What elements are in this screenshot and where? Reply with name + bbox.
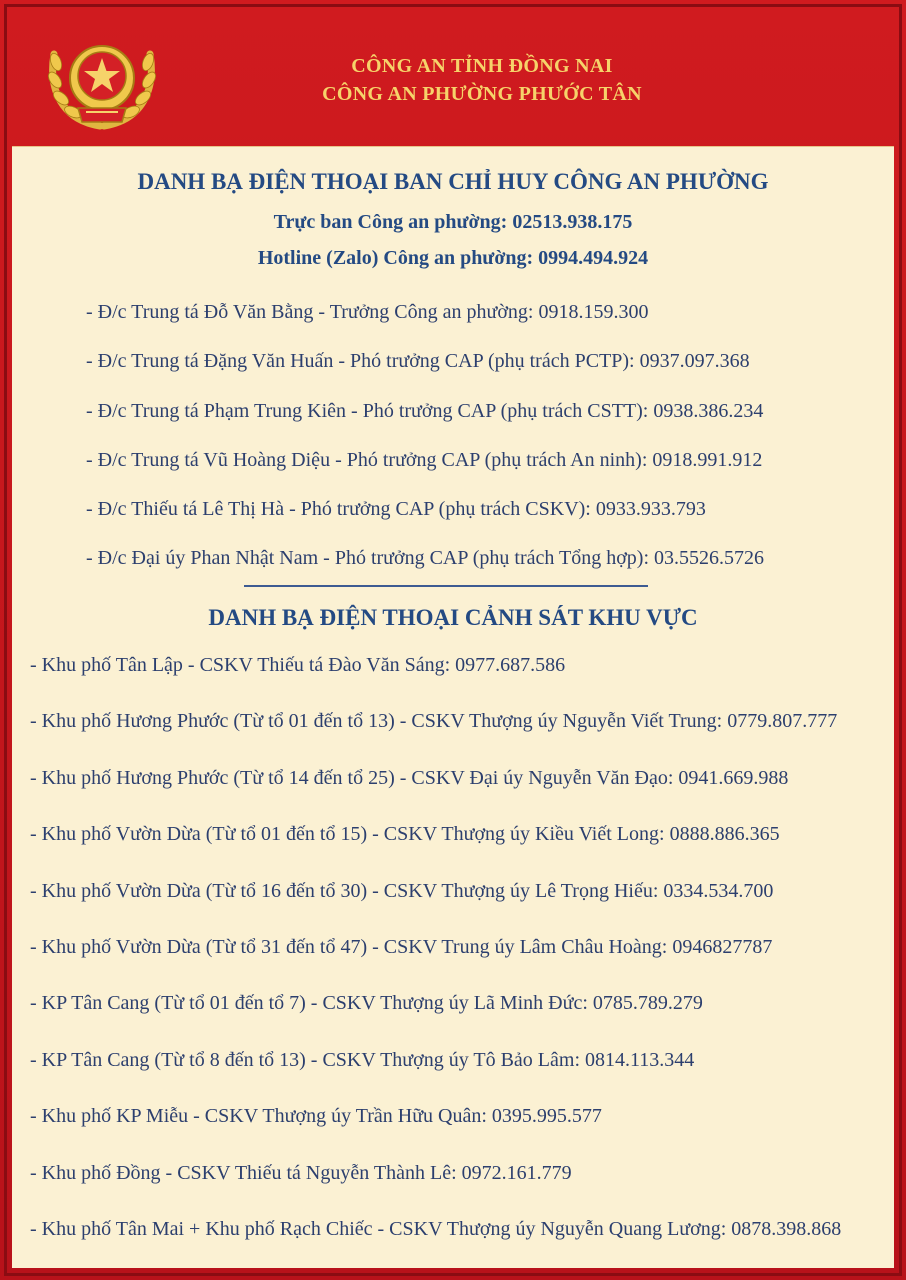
cskv-contact-item: - KP Tân Cang (Từ tổ 01 đến tổ 7) - CSKV Thượng úy Lã Minh Đức: 0785.789.279 xyxy=(30,992,703,1015)
cskv-contact-list xyxy=(30,654,841,1274)
cskv-contact-item: - KP Tân Cang (Từ tổ 8 đến tổ 13) - CSKV Thượng úy Tô Bảo Lâm: 0814.113.344 xyxy=(30,1048,695,1071)
command-contact-item: - Đ/c Thiếu tá Lê Thị Hà - Phó trưởng CAP (phụ trách CSKV): 0933.933.793 xyxy=(86,498,706,521)
cskv-contact-item: - Khu phố Tân Lập - CSKV Thiếu tá Đào Văn Sáng: 0977.687.586 xyxy=(30,654,566,676)
directory-panel xyxy=(12,146,894,1268)
police-emblem-icon xyxy=(42,28,162,132)
cskv-contact-item: - Khu phố Vườn Dừa (Từ tổ 01 đến tổ 15) - CSKV Thượng úy Kiều Viết Long: 0888.886.365 xyxy=(30,823,780,846)
cskv-contact-item: - Khu phố KP Miễu - CSKV Thượng úy Trần Hữu Quân: 0395.995.577 xyxy=(30,1105,602,1128)
command-contact-item: - Đ/c Trung tá Phạm Trung Kiên - Phó trưởng CAP (phụ trách CSTT): 0938.386.234 xyxy=(86,399,764,422)
command-contact-item: - Đ/c Trung tá Đặng Văn Huấn - Phó trưởng CAP (phụ trách PCTP): 0937.097.368 xyxy=(86,350,750,373)
command-contact-item: - Đ/c Đại úy Phan Nhật Nam - Phó trưởng CAP (phụ trách Tổng hợp): 03.5526.5726 xyxy=(86,547,765,570)
command-contact-item: - Đ/c Trung tá Đỗ Văn Bằng - Trưởng Công an phường: 0918.159.300 xyxy=(86,301,649,323)
header-line-province: CÔNG AN TỈNH ĐỒNG NAI xyxy=(351,55,613,77)
duty-phone-line: Trực ban Công an phường: 02513.938.175 xyxy=(273,211,633,233)
command-directory-title: DANH BẠ ĐIỆN THOẠI BAN CHỈ HUY CÔNG AN PHƯỜNG xyxy=(137,169,769,194)
command-contact-item: - Đ/c Trung tá Vũ Hoàng Diệu - Phó trưởng CAP (phụ trách An ninh): 0918.991.912 xyxy=(86,448,763,471)
cskv-contact-item: - Khu phố Đồng - CSKV Thiếu tá Nguyễn Thành Lê: 0972.161.779 xyxy=(30,1161,572,1184)
cskv-contact-item: - Khu phố Hương Phước (Từ tổ 14 đến tổ 25) - CSKV Đại úy Nguyễn Văn Đạo: 0941.669.988 xyxy=(30,766,789,789)
command-contact-list xyxy=(86,301,764,597)
cskv-contact-item: - Khu phố Vườn Dừa (Từ tổ 31 đến tổ 47) - CSKV Trung úy Lâm Châu Hoàng: 0946827787 xyxy=(30,935,773,958)
header-banner xyxy=(12,12,894,144)
cskv-contact-item: - Khu phố Vườn Dừa (Từ tổ 16 đến tổ 30) - CSKV Thượng úy Lê Trọng Hiếu: 0334.534.700 xyxy=(30,879,774,902)
cskv-directory-title: DANH BẠ ĐIỆN THOẠI CẢNH SÁT KHU VỰC xyxy=(208,605,698,630)
hotline-line: Hotline (Zalo) Công an phường: 0994.494.924 xyxy=(257,247,649,269)
cskv-contact-item: - Khu phố Hương Phước (Từ tổ 01 đến tổ 13) - CSKV Thượng úy Nguyễn Viết Trung: 0779.807.777 xyxy=(30,710,838,733)
section-divider xyxy=(244,585,648,587)
header-title xyxy=(202,52,762,108)
cskv-contact-item: - Khu phố Tân Mai + Khu phố Rạch Chiếc - CSKV Thượng úy Nguyễn Quang Lương: 0878.398.868 xyxy=(30,1217,842,1240)
header-line-ward: CÔNG AN PHƯỜNG PHƯỚC TÂN xyxy=(322,83,642,105)
